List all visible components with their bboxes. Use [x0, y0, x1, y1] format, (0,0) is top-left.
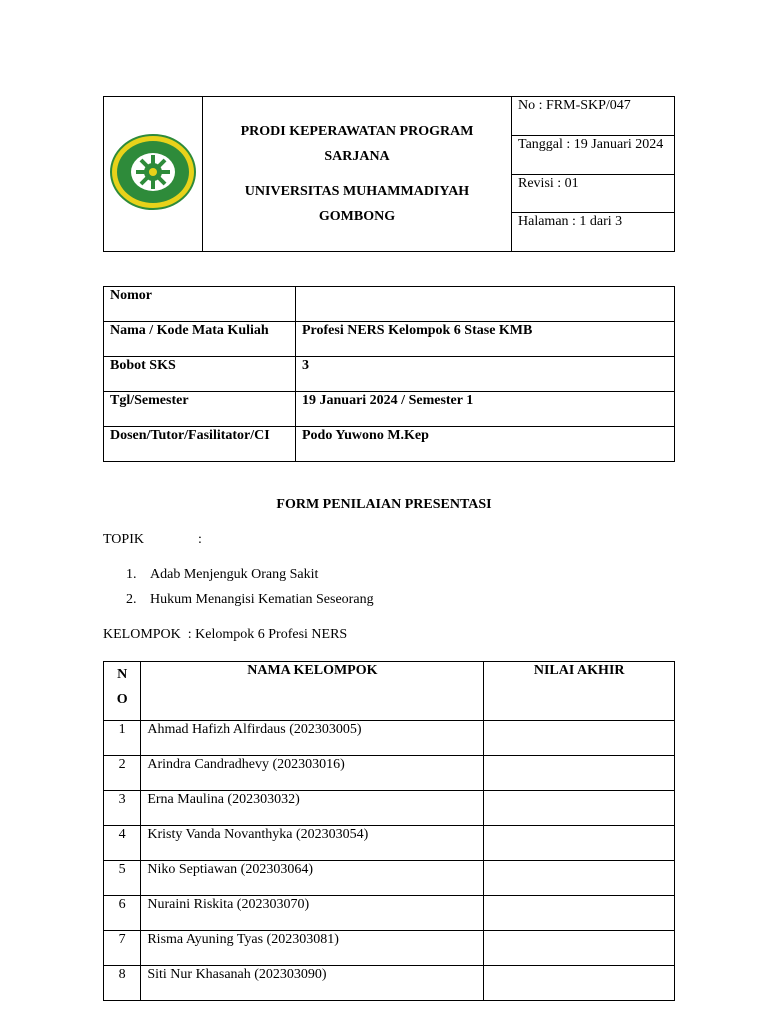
table-row — [104, 931, 675, 966]
institution-title-line1: PRODI KEPERAWATAN PROGRAM SARJANA — [240, 124, 474, 164]
group-label: KELOMPOK : Kelompok 6 Profesi NERS — [103, 627, 348, 642]
member-score[interactable] — [484, 966, 675, 1001]
table-row — [104, 721, 675, 756]
logo-cell — [104, 97, 203, 252]
meta-revision: Revisi : 01 — [512, 174, 675, 213]
info-value: 19 Januari 2024 / Semester 1 — [296, 392, 675, 427]
member-name: Ahmad Hafizh Alfirdaus (202303005) — [141, 721, 484, 756]
info-value: 3 — [296, 357, 675, 392]
member-name: Erna Maulina (202303032) — [141, 791, 484, 826]
institution-title-line2: UNIVERSITAS MUHAMMADIYAH GOMBONG — [244, 184, 470, 224]
member-number: 1 — [104, 721, 141, 756]
member-number: 8 — [104, 966, 141, 1001]
meta-document-number: No : FRM-SKP/047 — [512, 97, 675, 136]
member-number: 6 — [104, 896, 141, 931]
group-members-table — [103, 661, 675, 1001]
info-value — [296, 287, 675, 322]
column-header-final-score: NILAI AKHIR — [484, 662, 675, 721]
member-name: Risma Ayuning Tyas (202303081) — [141, 931, 484, 966]
table-row — [104, 756, 675, 791]
info-row — [104, 392, 675, 427]
member-score[interactable] — [484, 721, 675, 756]
topic-item-number: 1. — [126, 567, 137, 582]
member-name: Niko Septiawan (202303064) — [141, 861, 484, 896]
member-score[interactable] — [484, 931, 675, 966]
table-row — [104, 896, 675, 931]
column-header-no — [104, 662, 141, 721]
meta-page: Halaman : 1 dari 3 — [512, 213, 675, 252]
member-name: Kristy Vanda Novanthyka (202303054) — [141, 826, 484, 861]
info-key: Tgl/Semester — [104, 392, 296, 427]
info-key: Nama / Kode Mata Kuliah — [104, 322, 296, 357]
info-row — [104, 427, 675, 462]
member-score[interactable] — [484, 896, 675, 931]
info-key: Nomor — [104, 287, 296, 322]
table-row — [104, 966, 675, 1001]
member-name: Siti Nur Khasanah (202303090) — [141, 966, 484, 1001]
form-title: FORM PENILAIAN PRESENTASI — [276, 497, 492, 512]
member-score[interactable] — [484, 756, 675, 791]
member-name: Nuraini Riskita (202303070) — [141, 896, 484, 931]
university-logo-icon — [109, 133, 197, 211]
column-header-name: NAMA KELOMPOK — [141, 662, 484, 721]
topic-item-text: Adab Menjenguk Orang Sakit — [150, 567, 319, 582]
member-score[interactable] — [484, 826, 675, 861]
table-row — [104, 791, 675, 826]
member-score[interactable] — [484, 791, 675, 826]
table-header-row — [104, 662, 675, 721]
info-key: Dosen/Tutor/Fasilitator/CI — [104, 427, 296, 462]
topic-label: TOPIK — [103, 532, 144, 547]
member-number: 3 — [104, 791, 141, 826]
member-number: 5 — [104, 861, 141, 896]
topic-colon: : — [198, 532, 202, 547]
table-row — [104, 826, 675, 861]
info-row — [104, 287, 675, 322]
document-header-table — [103, 96, 675, 252]
info-row — [104, 357, 675, 392]
column-header-no-line2: O — [116, 692, 128, 707]
member-score[interactable] — [484, 861, 675, 896]
topic-item-number: 2. — [126, 592, 137, 607]
institution-title-cell — [203, 97, 512, 252]
member-name: Arindra Candradhevy (202303016) — [141, 756, 484, 791]
member-number: 4 — [104, 826, 141, 861]
info-key: Bobot SKS — [104, 357, 296, 392]
info-value: Profesi NERS Kelompok 6 Stase KMB — [296, 322, 675, 357]
meta-date: Tanggal : 19 Januari 2024 — [512, 135, 675, 174]
course-info-table — [103, 286, 675, 462]
topic-item-text: Hukum Menangisi Kematian Seseorang — [150, 592, 374, 607]
member-number: 7 — [104, 931, 141, 966]
info-value: Podo Yuwono M.Kep — [296, 427, 675, 462]
column-header-no-line1: N — [117, 667, 128, 682]
info-row — [104, 322, 675, 357]
table-row — [104, 861, 675, 896]
member-number: 2 — [104, 756, 141, 791]
